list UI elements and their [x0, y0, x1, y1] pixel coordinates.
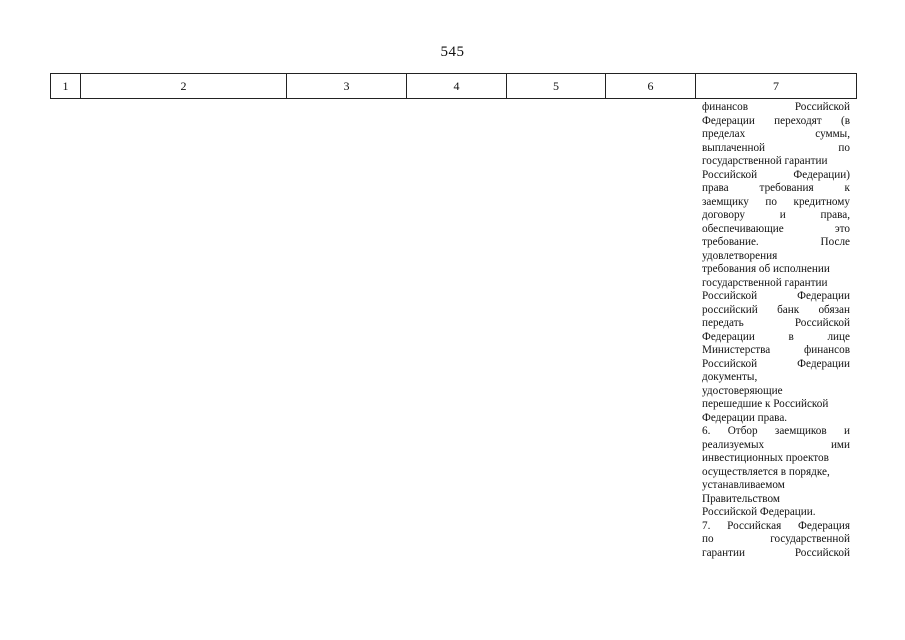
text-line: Российской Федерации: [702, 357, 850, 370]
text-line: договору и права,: [702, 209, 850, 221]
column-7-text: [702, 101, 850, 560]
text-line: Российской Федерации.: [702, 506, 816, 518]
text-line: 6. Отбор заемщиков и: [702, 425, 850, 437]
text-line: документы,: [702, 371, 758, 383]
text-line: Российской Федерации: [702, 290, 850, 302]
text-line: реализуемых ими: [702, 438, 850, 451]
column-header-3: 3: [287, 74, 407, 99]
text-line: Министерства финансов: [702, 344, 850, 356]
column-header-table: [50, 73, 857, 99]
text-line: по государственной: [702, 533, 850, 545]
text-line: гарантии Российской: [702, 546, 850, 559]
column-header-4: 4: [407, 74, 507, 99]
text-line: финансов Российской: [702, 101, 850, 113]
text-line: обеспечивающие это: [702, 222, 850, 235]
text-line: выплаченной по: [702, 141, 850, 154]
text-line: устанавливаемом: [702, 479, 785, 491]
text-line: Правительством: [702, 492, 780, 505]
text-line: требование. После: [702, 236, 850, 248]
text-line: осуществляется в порядке,: [702, 465, 830, 478]
text-line: Федерации в лице: [702, 330, 850, 343]
column-header-5: 5: [507, 74, 606, 99]
text-line: государственной гарантии: [702, 276, 828, 289]
text-line: удостоверяющие: [702, 384, 783, 397]
text-line: удовлетворения: [702, 249, 778, 262]
column-header-2: 2: [81, 74, 287, 99]
text-line: государственной гарантии: [702, 155, 828, 167]
text-line: передать Российской: [702, 317, 850, 329]
text-line: права требования к: [702, 182, 850, 194]
text-line: Федерации права.: [702, 411, 788, 424]
column-header-row: [51, 74, 857, 99]
text-line: инвестиционных проектов: [702, 452, 829, 464]
column-header-7: 7: [696, 74, 857, 99]
text-line: требования об исполнении: [702, 263, 830, 275]
column-header-1: 1: [51, 74, 81, 99]
text-line: пределах суммы,: [702, 128, 850, 140]
text-line: 7. Российская Федерация: [702, 519, 850, 532]
column-header-6: 6: [606, 74, 696, 99]
text-line: Российской Федерации): [702, 168, 850, 181]
text-line: заемщику по кредитному: [702, 195, 850, 208]
text-line: перешедшие к Российской: [702, 398, 829, 410]
text-line: российский банк обязан: [702, 303, 850, 316]
text-line: Федерации переходят (в: [702, 114, 850, 127]
page-number: 545: [440, 44, 465, 60]
